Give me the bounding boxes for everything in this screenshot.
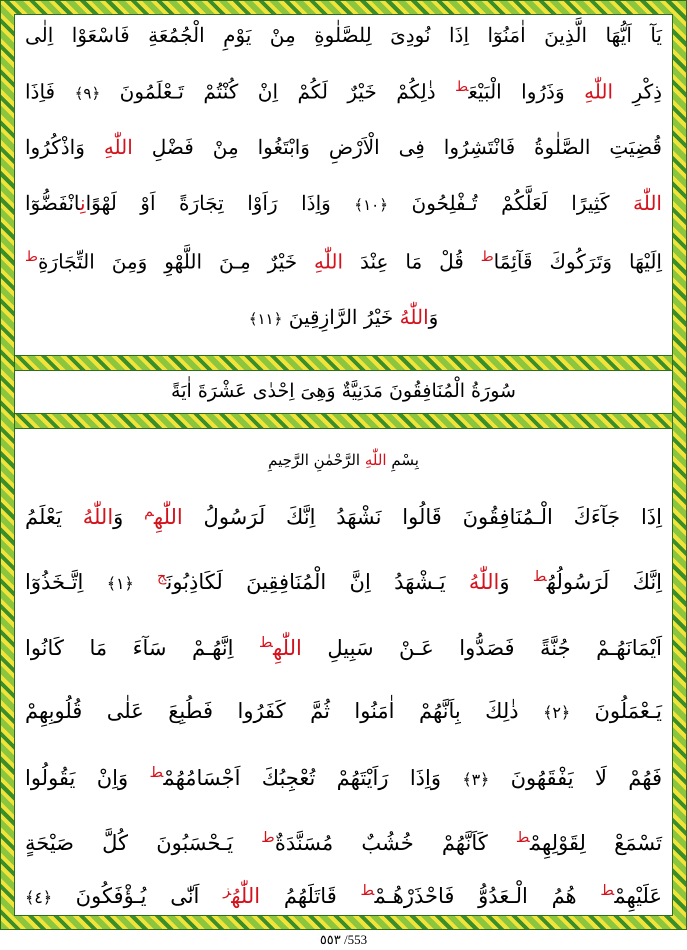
pause-mark: ط <box>600 882 615 899</box>
verse-text: بِسْمِ <box>386 451 419 469</box>
verse-text: تَسْمَعْ لِقَوْلِهِمْ <box>529 831 662 855</box>
verse-text: يَـحْسَبُونَ كُلَّ صَيْحَةٍ <box>25 831 262 855</box>
surah-title: سُورَةُ الْمُنَافِقُونَ مَدَنِيَّةٌ وَهِىَ اِحْدٰى عَشْرَةَ اٰيَةً <box>171 380 516 402</box>
pause-mark: ط <box>360 882 375 899</box>
verse-line <box>25 191 662 215</box>
verse-text: اَيْمَانَهُـمْ جُنَّةً فَصَدُّوا عَـنْ سَبِيلِ <box>301 636 662 660</box>
verse-text: خَيْرٌ مِـنَ اللَّهْوِ وَمِنَ التِّجَارَةِ <box>37 249 315 274</box>
pause-mark: ط <box>25 249 38 265</box>
verse-text: وَاذْكُرُوا <box>25 135 104 159</box>
verse-text: اِنَّهُـمْ سَآءَ مَا كَانُوا <box>25 636 260 660</box>
verse-text: وَاِنْ يَقُولُوا <box>25 766 150 790</box>
verse-line <box>25 135 662 159</box>
verse-text: عَلَيْهِمْ <box>614 884 662 908</box>
verse-text: ذٰلِكُمْ خَيْرٌ لَكُمْ اِنْ كُنْتُمْ تَـعْلَمُونَ <box>100 79 456 104</box>
verse-text: فَهُمْ لَا يَفْقَهُونَ <box>489 766 662 790</box>
ayah-number: ﴿٤﴾ <box>25 888 52 907</box>
verse-line <box>25 764 662 790</box>
verse-text: اَنّٰى يُـؤْفَكُونَ <box>51 884 224 908</box>
verse-text: خَيْرُ الرَّازِقِينَ <box>282 305 400 329</box>
verse-text: اِتَّـخَذُوٓا <box>25 570 107 594</box>
divine-name: اللّٰهِ <box>153 505 183 529</box>
divine-name: اللّٰهِ <box>272 636 302 660</box>
lower-verses <box>15 427 672 927</box>
page-content <box>14 14 673 916</box>
pause-mark: ط <box>259 634 273 651</box>
pause-mark: ط <box>261 829 275 846</box>
divine-name: اللّٰهَ <box>632 191 662 215</box>
divine-name: نِ <box>80 191 86 215</box>
verse-line <box>25 699 662 723</box>
ayah-number: ﴿٩﴾ <box>74 84 101 103</box>
verse-text: وَاِذَا رَاَوْا تِجَارَةً اَوْ لَهْوًا <box>85 191 355 215</box>
verse-text: اِلَيْهَا وَتَرَكُوكَ قَآئِمًا <box>493 249 662 274</box>
verse-text: فَاِذَا <box>25 79 75 104</box>
ayah-number: ﴿١﴾ <box>106 574 134 593</box>
basmala <box>15 451 672 469</box>
verse-text: اِنَّكَ لَرَسُولُهُ <box>546 570 662 594</box>
verse-line <box>25 79 662 104</box>
verse-line <box>15 305 672 329</box>
verse-text: وَاِذَا رَاَيْتَهُمْ تُعْجِبُكَ اَجْسَامُهُمْ <box>163 766 463 790</box>
verse-text <box>134 570 157 594</box>
verse-text: قَاتَلَهُمُ <box>260 884 361 908</box>
pause-mark: ط <box>515 829 530 846</box>
verse-line <box>25 568 662 594</box>
verse-text: قُلْ مَا عِنْدَ <box>343 249 481 274</box>
verse-line <box>25 23 662 47</box>
verse-line <box>25 503 662 529</box>
verse-line <box>25 634 662 660</box>
divine-name: اللّٰهُ <box>468 570 500 594</box>
verse-text: ذِكْرِ <box>613 79 662 104</box>
verse-text: يَآ اَيُّهَا الَّذِينَ اٰمَنُوٓا اِذَا نُودِىَ لِلصَّلٰوةِ مِنْ يَوْمِ الْجُمُعَةِ فَاسْعَوْا اِلٰى <box>25 23 662 47</box>
ayah-number: ﴿٢﴾ <box>543 703 571 722</box>
pause-mark: م <box>144 503 154 520</box>
verse-line <box>25 829 662 855</box>
verse-text: وَذَرُوا الْبَيْعَ <box>468 79 585 104</box>
verse-text: وَ <box>428 305 439 329</box>
ayah-number: ﴿٣﴾ <box>462 770 490 789</box>
divine-name: اللّٰهُ <box>82 505 114 529</box>
divine-name: اللّٰهِ <box>103 135 133 159</box>
pause-mark: ط <box>480 249 494 265</box>
verse-text: وَ <box>499 570 533 594</box>
verse-text: وَ <box>113 505 145 529</box>
surah-header <box>15 369 672 413</box>
verse-text: ذٰلِكَ بِاَنَّهُمْ اٰمَنُوا ثُمَّ كَفَرُوا فَطُبِعَ عَلٰى قُلُوبِهِمْ <box>25 699 544 723</box>
verse-text: الرَّحْمٰنِ الرَّحِيمِ <box>268 451 365 469</box>
divine-name: اللّٰهُ <box>231 884 261 908</box>
upper-verses <box>15 15 672 355</box>
verse-text: يَـشْهَدُ اِنَّ الْمُنَافِقِينَ لَكَاذِبُونَ <box>166 570 469 594</box>
ayah-number: ﴿١١﴾ <box>248 310 283 328</box>
verse-text: اِذَا جَآءَكَ الْـمُنَافِقُونَ قَالُوا نَشْهَدُ اِنَّكَ لَرَسُولُ <box>182 505 662 529</box>
ayah-number: ﴿١٠﴾ <box>354 196 389 214</box>
verse-text: يَـعْمَلُونَ <box>570 699 662 723</box>
divine-name: اللّٰهِ <box>364 451 387 469</box>
verse-text: قُضِيَتِ الصَّلٰوةُ فَانْتَشِرُوا فِى الْاَرْضِ وَابْتَغُوا مِنْ فَضْلِ <box>132 135 662 159</box>
pause-mark: ط <box>532 568 547 585</box>
verse-text: هُمُ الْـعَدُوُّ فَاحْذَرْهُـمْ <box>374 884 601 908</box>
pause-mark: ط <box>149 764 164 781</box>
verse-text: يَعْلَمُ <box>25 505 83 529</box>
divine-name: اللّٰهِ <box>584 79 614 104</box>
verse-line <box>25 249 662 274</box>
divine-name: اللّٰهُ <box>399 305 429 329</box>
verse-text: كَثِيرًا لَعَلَّكُمْ تُـفْلِحُونَ <box>388 191 633 215</box>
divine-name: اللّٰهِ <box>314 249 344 274</box>
verse-line <box>25 882 662 908</box>
verse-text: انْفَضُّوٓا <box>25 191 81 215</box>
pause-mark: ط <box>455 79 469 95</box>
pause-mark: ز <box>223 882 232 899</box>
pause-mark: ج <box>157 568 167 585</box>
page-number: ٥٥٣ /553 <box>319 932 368 947</box>
verse-text: كَاَنَّهُمْ خُشُبٌ مُسَنَّدَةٌ <box>274 831 516 855</box>
